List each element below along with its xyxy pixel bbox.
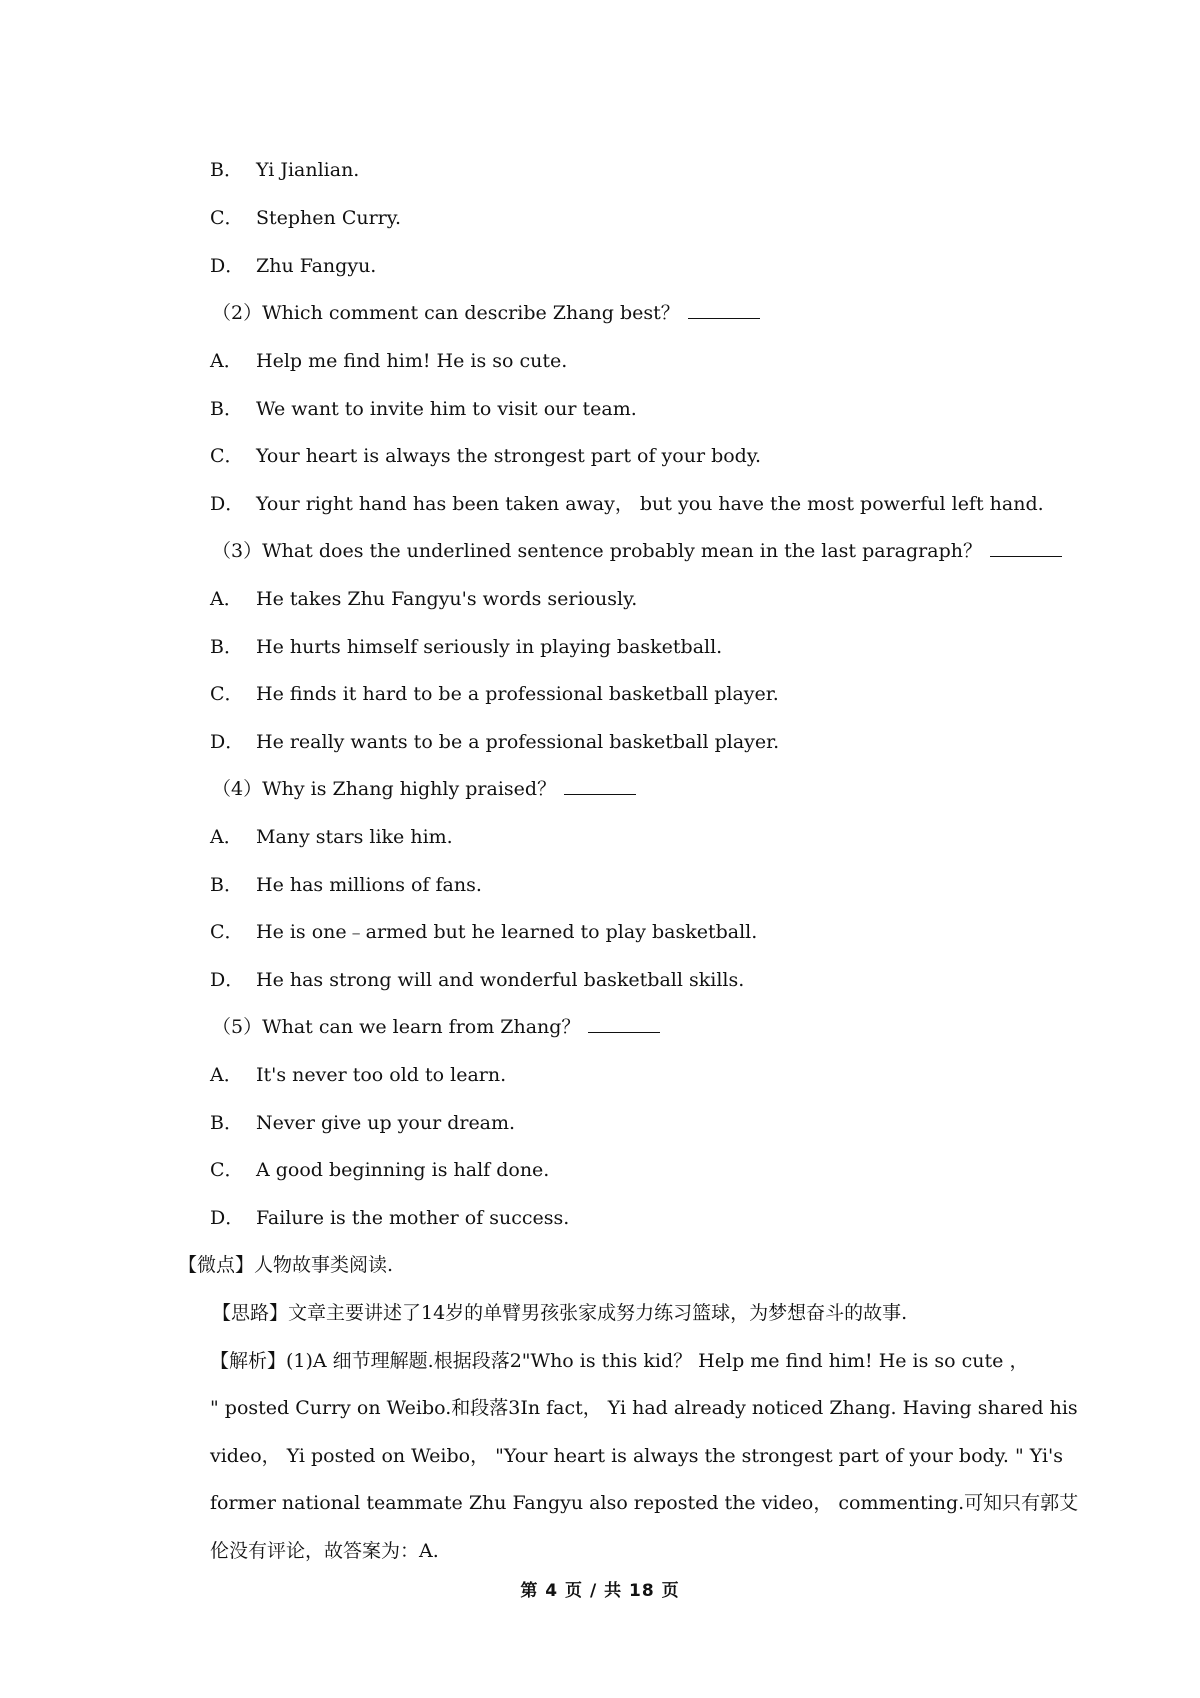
option-letter: D． <box>210 255 245 277</box>
q3-stem <box>212 538 1062 564</box>
option-letter: A． <box>210 1064 243 1086</box>
q4-option-b <box>210 872 482 898</box>
option-text: Zhu Fangyu. <box>256 255 377 277</box>
q5-option-a <box>210 1062 506 1088</box>
jiexi-line-4: former national teammate Zhu Fangyu also reposted the video， commenting.可知只有郭艾 <box>210 1492 1079 1514</box>
q3-option-a <box>210 586 637 612</box>
option-text: He really wants to be a professional basketball player. <box>256 731 780 753</box>
q2-option-a <box>210 348 567 374</box>
option-letter: A． <box>210 588 243 610</box>
option-text: A good beginning is half done. <box>256 1159 550 1181</box>
option-text: We want to invite him to visit our team. <box>256 398 637 420</box>
weidian-line: 【微点】人物故事类阅读. <box>178 1254 394 1276</box>
question-text: （4）Why is Zhang highly praised？ <box>212 778 557 800</box>
option-letter: D． <box>210 493 245 515</box>
option-text: Yi Jianlian. <box>256 159 360 181</box>
option-text: Failure is the mother of success. <box>256 1207 570 1229</box>
question-text: （2）Which comment can describe Zhang best？ <box>212 302 680 324</box>
option-letter: C． <box>210 1159 244 1181</box>
q3-option-b <box>210 634 722 660</box>
q4-option-c <box>210 919 757 945</box>
q1-option-d <box>210 253 376 279</box>
option-text: He is one﹣armed but he learned to play basketball. <box>256 921 758 943</box>
answer-blank <box>990 538 1062 557</box>
option-text: He has millions of fans. <box>256 874 482 896</box>
option-text: Many stars like him. <box>256 826 453 848</box>
q4-option-a <box>210 824 453 850</box>
q4-stem <box>212 776 636 802</box>
option-text: It's never too old to learn. <box>256 1064 507 1086</box>
q4-option-d <box>210 967 744 993</box>
silu-line: 【思路】文章主要讲述了14岁的单臂男孩张家成努力练习篮球，为梦想奋斗的故事. <box>212 1302 908 1324</box>
option-letter: A． <box>210 826 243 848</box>
option-text: He has strong will and wonderful basketball skills. <box>256 969 745 991</box>
option-text: Help me find him! He is so cute. <box>256 350 568 372</box>
option-letter: B． <box>210 636 243 658</box>
option-letter: D． <box>210 731 245 753</box>
q5-option-c <box>210 1157 549 1183</box>
option-text: He takes Zhu Fangyu's words seriously. <box>256 588 638 610</box>
option-text: Stephen Curry. <box>256 207 402 229</box>
option-text: He hurts himself seriously in playing basketball. <box>256 636 723 658</box>
q2-option-d <box>210 491 1044 517</box>
answer-blank <box>588 1014 660 1033</box>
option-letter: C． <box>210 445 244 467</box>
option-letter: C． <box>210 683 244 705</box>
q2-option-c <box>210 443 761 469</box>
q5-stem <box>212 1014 660 1040</box>
option-letter: C． <box>210 921 244 943</box>
q3-option-d <box>210 729 779 755</box>
page-footer: 第 4 页 / 共 18 页 <box>520 1581 680 1601</box>
q2-stem <box>212 300 760 326</box>
option-letter: B． <box>210 159 243 181</box>
jiexi-line-1: 【解析】(1)A 细节理解题.根据段落2"Who is this kid？ Help me find him! He is so cute ， <box>210 1350 1029 1372</box>
option-letter: B． <box>210 1112 243 1134</box>
q5-option-b <box>210 1110 515 1136</box>
option-letter: B． <box>210 874 243 896</box>
q5-option-d <box>210 1205 569 1231</box>
q2-option-b <box>210 396 637 422</box>
jiexi-line-5: 伦没有评论，故答案为：A. <box>210 1540 439 1562</box>
q1-option-b <box>210 157 359 183</box>
option-text: Your right hand has been taken away， but you have the most powerful left hand. <box>256 493 1044 515</box>
jiexi-line-3: video， Yi posted on Weibo， "Your heart is always the strongest part of your body. " Yi's <box>210 1445 1064 1467</box>
answer-blank <box>564 776 636 795</box>
option-text: Never give up your dream. <box>256 1112 516 1134</box>
option-text: He finds it hard to be a professional basketball player. <box>256 683 779 705</box>
option-letter: B． <box>210 398 243 420</box>
q1-option-c <box>210 205 401 231</box>
option-letter: C． <box>210 207 244 229</box>
question-text: （3）What does the underlined sentence probably mean in the last paragraph？ <box>212 540 982 562</box>
jiexi-line-2: " posted Curry on Weibo.和段落3In fact， Yi had already noticed Zhang. Having shared his <box>210 1397 1078 1419</box>
q3-option-c <box>210 681 779 707</box>
option-letter: D． <box>210 969 245 991</box>
option-letter: A． <box>210 350 243 372</box>
option-text: Your heart is always the strongest part of your body. <box>256 445 762 467</box>
answer-blank <box>688 300 760 319</box>
option-letter: D． <box>210 1207 245 1229</box>
question-text: （5）What can we learn from Zhang？ <box>212 1016 581 1038</box>
